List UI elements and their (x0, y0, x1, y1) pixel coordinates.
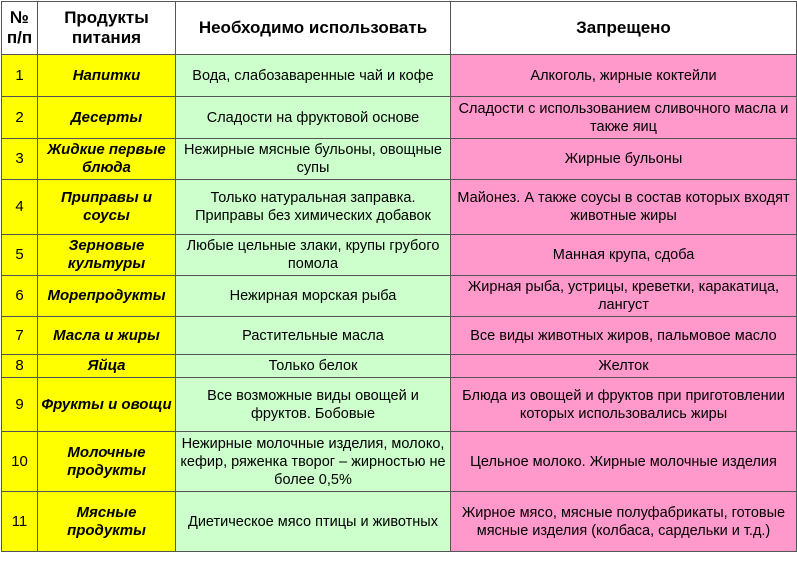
row-number: 4 (2, 180, 38, 235)
row-number: 7 (2, 317, 38, 355)
table-row (2, 355, 797, 378)
product-name: Десерты (38, 97, 176, 139)
forbidden-cell: Желток (451, 355, 797, 378)
allowed-cell: Нежирные мясные бульоны, овощные супы (176, 139, 451, 180)
forbidden-cell: Жирные бульоны (451, 139, 797, 180)
forbidden-cell: Блюда из овощей и фруктов при приготовлении которых использовались жиры (451, 378, 797, 432)
allowed-cell: Диетическое мясо птицы и животных (176, 492, 451, 552)
row-number: 2 (2, 97, 38, 139)
allowed-cell: Все возможные виды овощей и фруктов. Бобовые (176, 378, 451, 432)
allowed-cell: Нежирная морская рыба (176, 276, 451, 317)
table-row (2, 139, 797, 180)
allowed-cell: Сладости на фруктовой основе (176, 97, 451, 139)
table-row (2, 235, 797, 276)
row-number: 5 (2, 235, 38, 276)
forbidden-cell: Алкоголь, жирные коктейли (451, 55, 797, 97)
table-row (2, 317, 797, 355)
forbidden-cell: Все виды животных жиров, пальмовое масло (451, 317, 797, 355)
diet-table (1, 1, 797, 552)
table-row (2, 378, 797, 432)
product-name: Яйца (38, 355, 176, 378)
product-name: Морепродукты (38, 276, 176, 317)
header-row (2, 2, 797, 55)
allowed-cell: Вода, слабозаваренные чай и кофе (176, 55, 451, 97)
row-number: 3 (2, 139, 38, 180)
product-name: Напитки (38, 55, 176, 97)
row-number: 10 (2, 432, 38, 492)
allowed-cell: Любые цельные злаки, крупы грубого помола (176, 235, 451, 276)
product-name: Фрукты и овощи (38, 378, 176, 432)
table-row (2, 276, 797, 317)
allowed-cell: Растительные масла (176, 317, 451, 355)
allowed-cell: Только белок (176, 355, 451, 378)
header-forbidden: Запрещено (451, 2, 797, 55)
header-num: № п/п (2, 2, 38, 55)
header-product: Продукты питания (38, 2, 176, 55)
table-row (2, 97, 797, 139)
forbidden-cell: Майонез. А также соусы в состав которых входят животные жиры (451, 180, 797, 235)
header-allowed: Необходимо использовать (176, 2, 451, 55)
product-name: Приправы и соусы (38, 180, 176, 235)
allowed-cell: Нежирные молочные изделия, молоко, кефир, ряженка творог – жирностью не более 0,5% (176, 432, 451, 492)
row-number: 9 (2, 378, 38, 432)
table-row (2, 432, 797, 492)
row-number: 1 (2, 55, 38, 97)
forbidden-cell: Жирное мясо, мясные полуфабрикаты, готовые мясные изделия (колбаса, сардельки и т.д.) (451, 492, 797, 552)
product-name: Жидкие первые блюда (38, 139, 176, 180)
forbidden-cell: Сладости с использованием сливочного масла и также яиц (451, 97, 797, 139)
product-name: Мясные продукты (38, 492, 176, 552)
table-row (2, 55, 797, 97)
product-name: Молочные продукты (38, 432, 176, 492)
table-row (2, 180, 797, 235)
table-row (2, 492, 797, 552)
forbidden-cell: Цельное молоко. Жирные молочные изделия (451, 432, 797, 492)
row-number: 6 (2, 276, 38, 317)
product-name: Зерновые культуры (38, 235, 176, 276)
row-number: 11 (2, 492, 38, 552)
allowed-cell: Только натуральная заправка. Приправы без химических добавок (176, 180, 451, 235)
row-number: 8 (2, 355, 38, 378)
product-name: Масла и жиры (38, 317, 176, 355)
forbidden-cell: Манная крупа, сдоба (451, 235, 797, 276)
forbidden-cell: Жирная рыба, устрицы, креветки, каракатица, лангуст (451, 276, 797, 317)
